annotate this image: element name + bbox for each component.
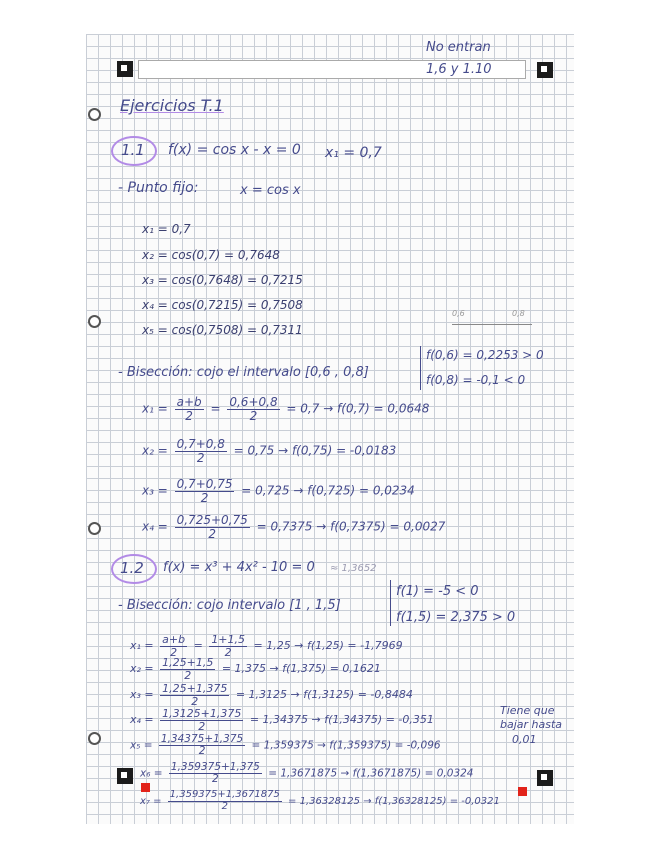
step-result: = 0,75 → f(0,75) = -0,0183	[233, 443, 397, 458]
header-note-2: 1,6 y 1.10	[426, 62, 492, 77]
step-lhs: x₁ =	[142, 401, 168, 416]
step-result: = 1,375 → f(1,375) = 0,1621	[221, 662, 381, 676]
step-result: = 0,7 → f(0,7) = 0,0648	[286, 401, 430, 416]
iteration-line: x₂ = cos(0,7) = 0,7648	[142, 248, 280, 262]
side-note: 0,01	[512, 733, 537, 746]
step-lhs: x₄ =	[142, 519, 168, 534]
condition-line: f(1,5) = 2,375 > 0	[396, 610, 516, 625]
step-lhs: x₅ =	[130, 739, 153, 752]
corner-marker-icon	[117, 768, 133, 784]
fraction	[169, 762, 262, 785]
bisection-step	[140, 790, 500, 812]
header-note-1: No entran	[426, 40, 491, 55]
bisection-step	[130, 634, 403, 658]
step-result: = 1,3671875 → f(1,3671875) = 0,0324	[268, 767, 474, 780]
fraction-den: 2	[198, 745, 206, 758]
iteration-line: x₅ = cos(0,7508) = 0,7311	[142, 323, 303, 337]
fraction-den: 2	[191, 694, 199, 708]
equals: =	[210, 401, 221, 416]
bisection-step	[142, 514, 445, 540]
fraction-den: 2	[184, 668, 192, 682]
scale-label: 0,6	[452, 309, 465, 318]
equation: f(x) = cos x - x = 0	[168, 142, 301, 158]
fraction-num: 0,7+0,8	[176, 437, 225, 451]
fraction	[175, 478, 235, 504]
binder-hole	[88, 315, 101, 328]
condition-brace	[390, 580, 391, 626]
fraction-den: 2	[208, 526, 216, 541]
bisection-step	[130, 657, 381, 681]
fraction-den: 2	[196, 450, 205, 465]
binder-hole	[88, 522, 101, 535]
iteration-line: x₃ = cos(0,7648) = 0,7215	[142, 273, 303, 287]
bisection-step	[142, 396, 429, 422]
step-lhs: x₂ =	[142, 443, 168, 458]
corner-marker-icon	[537, 770, 553, 786]
fraction-num: 0,7+0,75	[176, 477, 233, 491]
fraction	[159, 734, 245, 757]
iteration-line: x₁ = 0,7	[142, 222, 191, 236]
binder-hole	[88, 732, 101, 745]
step-lhs: x₃ =	[142, 483, 168, 498]
bisection-step	[130, 708, 434, 732]
red-marker	[518, 787, 527, 796]
bisection-step	[142, 438, 396, 464]
equals: =	[193, 639, 203, 653]
fraction-den: 2	[200, 490, 209, 505]
condition-brace	[420, 346, 421, 390]
fraction-num: 1,3125+1,375	[162, 707, 242, 720]
fraction	[175, 396, 204, 422]
fraction-num: a+b	[176, 395, 202, 409]
corner-marker-icon	[117, 61, 133, 77]
step-lhs: x₃ =	[130, 688, 154, 702]
fraction-den: 2	[212, 773, 219, 786]
fraction	[160, 657, 215, 681]
step-result: = 1,25 → f(1,25) = -1,7969	[253, 639, 403, 653]
fraction-num: 1,25+1,5	[162, 656, 214, 669]
fraction	[175, 514, 250, 540]
step-lhs: x₁ =	[130, 639, 154, 653]
fraction-den: 2	[185, 408, 193, 423]
fraction-den: 2	[198, 719, 206, 733]
step-result: = 1,3125 → f(1,3125) = -0,8484	[235, 688, 413, 702]
fixed-point-eq: x = cos x	[240, 183, 301, 198]
step-result: = 1,34375 → f(1,34375) = -0,351	[249, 713, 434, 727]
approx-root: ≈ 1,3652	[330, 563, 377, 574]
condition-line: f(0,6) = 0,2253 > 0	[426, 348, 544, 362]
fraction-den: 2	[224, 645, 232, 659]
side-note: Tiene que	[500, 704, 555, 717]
fraction-num: 1,34375+1,375	[160, 733, 244, 745]
iteration-line: x₄ = cos(0,7215) = 0,7508	[142, 298, 303, 312]
step-result: = 1,359375 → f(1,359375) = -0,096	[251, 739, 441, 752]
fraction-num: 0,725+0,75	[176, 513, 248, 527]
initial-value: x₁ = 0,7	[325, 145, 382, 161]
fraction	[160, 634, 187, 658]
number-line	[452, 324, 532, 325]
condition-line: f(0,8) = -0,1 < 0	[426, 373, 526, 387]
step-result: = 1,36328125 → f(1,36328125) = -0,0321	[288, 796, 500, 807]
exercise-label: 1.1	[121, 141, 145, 159]
section-heading: - Punto fijo:	[118, 180, 199, 196]
fraction-den: 2	[221, 800, 228, 812]
step-result: = 0,7375 → f(0,7375) = 0,0027	[256, 519, 446, 534]
step-lhs: x₄ =	[130, 713, 154, 727]
equation: f(x) = x³ + 4x² - 10 = 0	[163, 560, 315, 575]
corner-marker-icon	[537, 62, 553, 78]
step-result: = 0,725 → f(0,725) = 0,0234	[241, 483, 415, 498]
bisection-step	[130, 683, 413, 707]
fraction-den: 2	[170, 645, 178, 659]
bisection-step	[142, 478, 415, 504]
scale-label: 0,8	[512, 309, 525, 318]
step-lhs: x₂ =	[130, 662, 154, 676]
fraction	[209, 634, 247, 658]
fraction	[160, 708, 243, 732]
fraction-num: a+b	[162, 633, 186, 646]
binder-hole	[88, 108, 101, 121]
bisection-step	[130, 734, 441, 757]
fraction	[227, 396, 279, 422]
section-heading: - Bisección: cojo intervalo [1 , 1,5]	[118, 598, 341, 613]
fraction	[160, 683, 229, 707]
fraction	[168, 790, 282, 812]
bisection-step	[140, 762, 474, 785]
side-note: bajar hasta	[500, 718, 563, 731]
fraction-num: 1,25+1,375	[162, 682, 228, 695]
step-lhs: x₇ =	[140, 796, 162, 807]
condition-line: f(1) = -5 < 0	[396, 584, 479, 599]
fraction-num: 0,6+0,8	[229, 395, 278, 409]
section-heading: - Bisección: cojo el intervalo [0,6 , 0,8]	[118, 365, 369, 380]
fraction-den: 2	[249, 408, 258, 423]
fraction	[175, 438, 227, 464]
fraction-num: 1+1,5	[211, 633, 246, 646]
page-title: Ejercicios T.1	[120, 96, 224, 115]
fraction-num: 1,359375+1,3671875	[169, 789, 280, 800]
fraction-num: 1,359375+1,375	[170, 761, 260, 773]
exercise-label: 1.2	[120, 559, 144, 577]
step-lhs: x₆ =	[140, 767, 163, 780]
